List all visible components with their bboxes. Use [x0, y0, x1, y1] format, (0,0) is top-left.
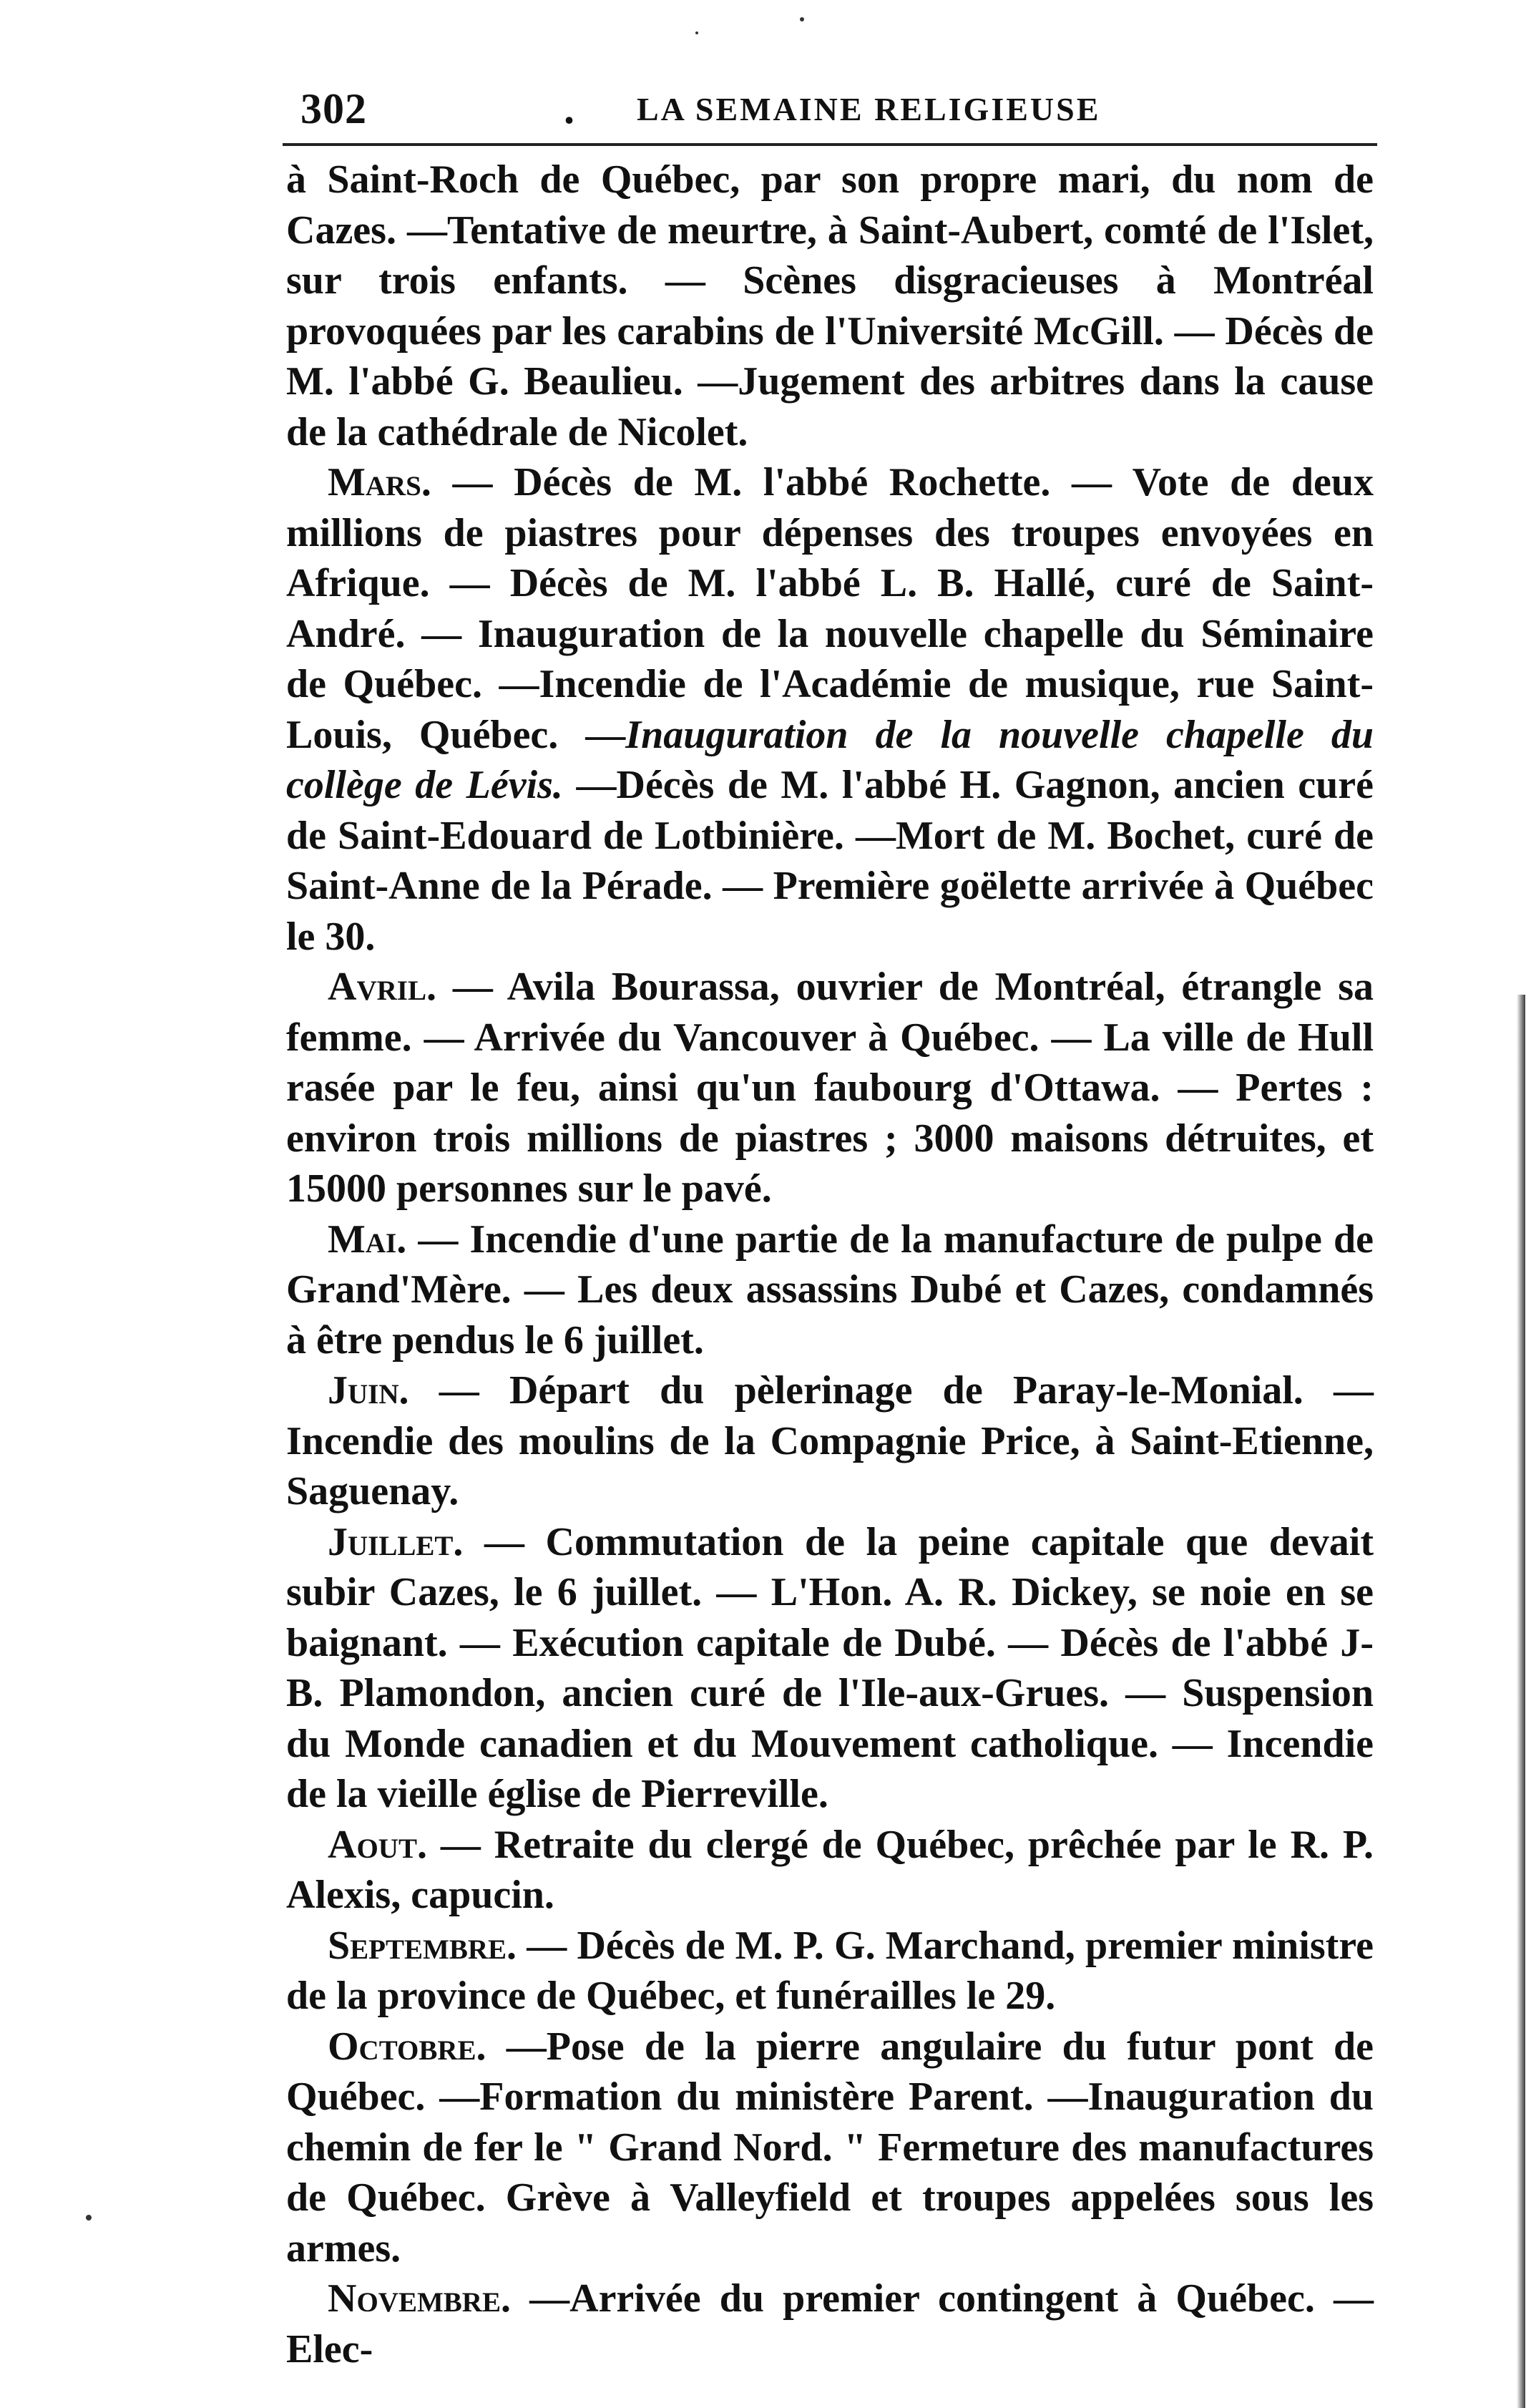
- paragraph-mai: [286, 1214, 1374, 1366]
- page-number: 302: [300, 85, 367, 132]
- scan-speck: [695, 31, 698, 34]
- scan-speck: [800, 17, 804, 21]
- paragraph-avril: [286, 962, 1374, 1214]
- month-label: Avril.: [328, 965, 436, 1009]
- month-label: Novembre.: [328, 2276, 511, 2321]
- paragraph-text: — Décès de M. l'abbé Rochette. — Vote de deux millions de piastres pour dépenses des troupes envoyées en Afrique. — Décès de M. l'abbé L. B. Hallé, curé de Saint-André. — Inauguration de la nouvelle chapelle du Séminaire de Québec. —Incendie de l'Académie de musique, rue Saint-Louis, Québec. —: [286, 460, 1374, 757]
- paragraph-juillet: [286, 1517, 1374, 1820]
- paragraph-italic-text: Inauguration de la nouvelle chapelle du collège de Lévis.: [286, 712, 1374, 807]
- header-separator: .: [564, 85, 574, 132]
- scan-page-edge: [1517, 995, 1525, 2408]
- paragraph-aout: [286, 1820, 1374, 1921]
- paragraph-text: — Commutation de la peine capitale que devait subir Cazes, le 6 juillet. — L'Hon. A. R. Dickey, se noie en se baignant. — Exécution capitale de Dubé. — Décès de l'abbé J-B. Plamondon, ancien curé de l'Ile-aux-Grues. — Suspension du Monde canadien et du Mouvement catholique. — Incendie de la vieille église de Pierreville.: [286, 1519, 1374, 1816]
- paragraph-novembre: [286, 2273, 1374, 2374]
- paragraph-octobre: [286, 2022, 1374, 2274]
- month-label: Aout.: [328, 1822, 427, 1867]
- month-label: Septembre.: [328, 1923, 517, 1968]
- paragraph-text: — Avila Bourassa, ouvrier de Montréal, étrangle sa femme. — Arrivée du Vancouver à Québec. — La ville de Hull rasée par le feu, ainsi qu'un faubourg d'Ottawa. — Pertes : environ trois millions de piastres ; 3000 maisons détruites, et 15000 personnes sur le pavé.: [286, 965, 1374, 1211]
- paragraph-text: — Départ du pèlerinage de Paray-le-Monial. —Incendie des moulins de la Compagnie Price, à Saint-Etienne, Saguenay.: [286, 1368, 1374, 1513]
- paragraph-juin: [286, 1365, 1374, 1517]
- paragraph-text: — Retraite du clergé de Québec, prêchée par le R. P. Alexis, capucin.: [286, 1822, 1374, 1917]
- scan-speck: [86, 2215, 92, 2221]
- paragraph-mars: [286, 457, 1374, 962]
- paragraph-text: —Arrivée du premier contingent à Québec. —Elec-: [286, 2276, 1374, 2372]
- paragraph-text: à Saint-Roch de Québec, par son propre mari, du nom de Cazes. —Tentative de meurtre, à Saint-Aubert, comté de l'Islet, sur trois enfants. — Scènes disgracieuses à Montréal provoquées par les carabins de l'Université McGill. — Décès de M. l'abbé G. Beaulieu. —Jugement des arbitres dans la cause de la cathédrale de Nicolet.: [286, 157, 1374, 454]
- paragraph-text: —Pose de la pierre angulaire du futur pont de Québec. —Formation du ministère Parent. —Inauguration du chemin de fer le " Grand Nord. " Fermeture des manufactures de Québec. Grève à Valleyfield et troupes appelées sous les armes.: [286, 2024, 1374, 2271]
- month-label: Juin.: [328, 1368, 409, 1413]
- paragraph-text-after: —Décès de M. l'abbé H. Gagnon, ancien curé de Saint-Edouard de Lotbinière. —Mort de M. Bochet, curé de Saint-Anne de la Pérade. — Première goëlette arrivée à Québec le 30.: [286, 763, 1374, 959]
- month-label: Mars.: [328, 460, 431, 504]
- header-rule: [283, 143, 1377, 146]
- month-label: Octobre.: [328, 2024, 486, 2069]
- paragraph-septembre: [286, 1921, 1374, 2022]
- chronicle-text: [286, 155, 1374, 2374]
- month-label: Juillet.: [328, 1519, 464, 1564]
- paragraph-continuation: [286, 155, 1374, 457]
- running-head: [300, 84, 1374, 142]
- header-title: LA SEMAINE RELIGIEUSE: [637, 91, 1101, 127]
- month-label: Mai.: [328, 1217, 407, 1262]
- paragraph-text: — Incendie d'une partie de la manufacture de pulpe de Grand'Mère. — Les deux assassins Dubé et Cazes, condamnés à être pendus le 6 juillet.: [286, 1217, 1374, 1363]
- paragraph-text: — Décès de M. P. G. Marchand, premier ministre de la province de Québec, et funérailles le 29.: [286, 1923, 1374, 2018]
